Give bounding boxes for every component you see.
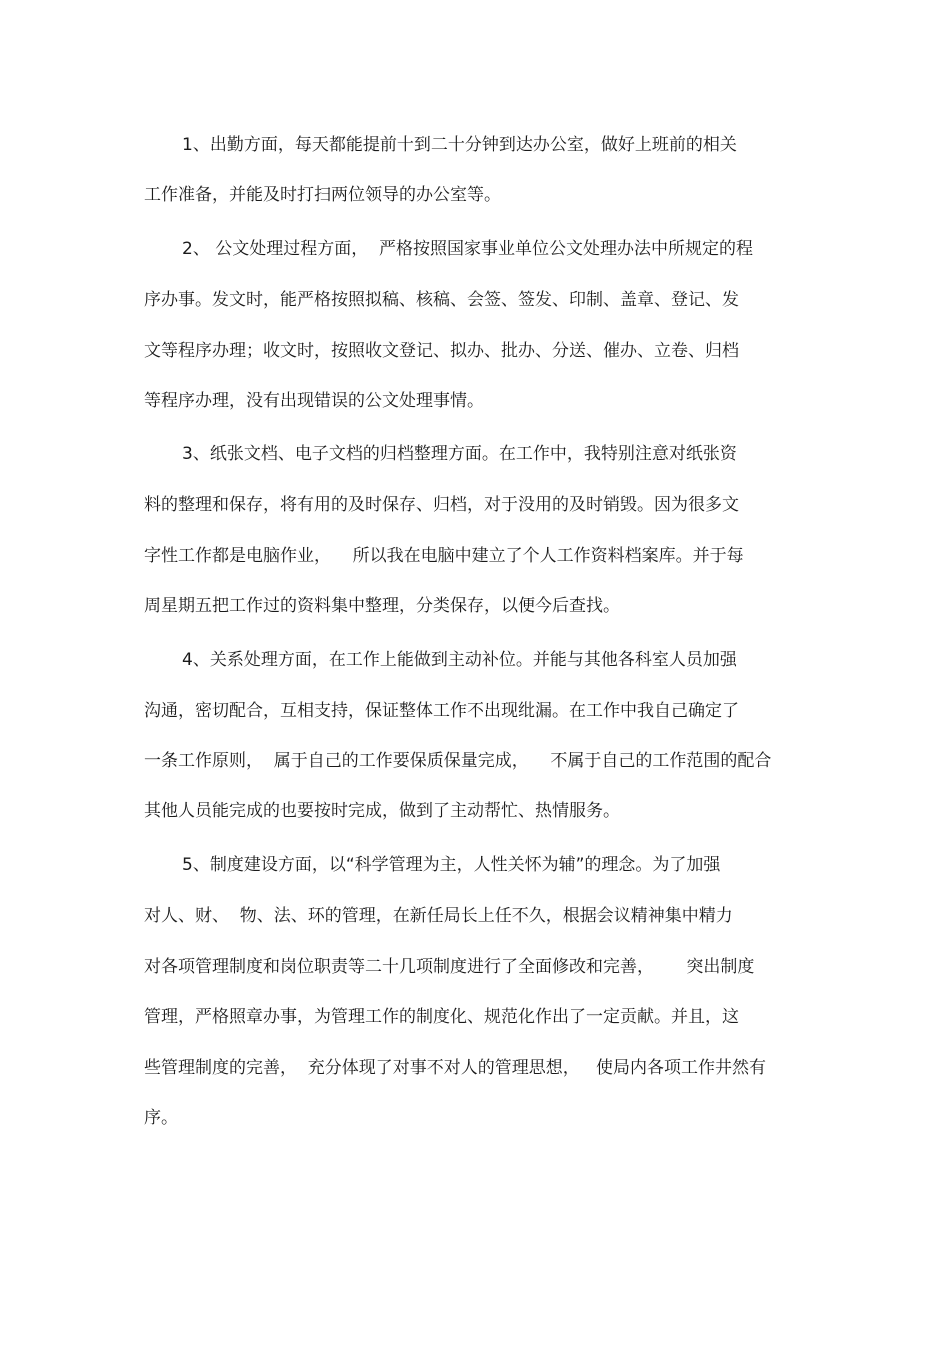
paragraph-5-line-5: 些管理制度的完善， 充分体现了对事不对人的管理思想， 使局内各项工作井然有 (144, 1058, 767, 1078)
paragraph-1-line-1: 1、出勤方面，每天都能提前十到二十分钟到达办公室，做好上班前的相关 (182, 135, 737, 155)
paragraph-5-line-2: 对人、财、 物、法、环的管理，在新任局长上任不久，根据会议精神集中精力 (144, 906, 733, 926)
paragraph-2-line-3: 文等程序办理；收文时，按照收文登记、拟办、批办、分送、催办、立卷、归档 (144, 341, 739, 361)
paragraph-3-line-1: 3、纸张文档、电子文档的归档整理方面。在工作中，我特别注意对纸张资 (182, 444, 737, 464)
paragraph-2-line-1: 2、 公文处理过程方面， 严格按照国家事业单位公文处理办法中所规定的程 (182, 239, 754, 259)
paragraph-4-line-3: 一条工作原则， 属于自己的工作要保质保量完成， 不属于自己的工作范围的配合 (144, 751, 772, 771)
paragraph-3-line-4: 周星期五把工作过的资料集中整理，分类保存，以便今后查找。 (144, 596, 620, 616)
paragraph-5-line-1: 5、制度建设方面，以“科学管理为主，人性关怀为辅”的理念。为了加强 (182, 855, 721, 875)
paragraph-5-line-6: 序。 (144, 1108, 178, 1128)
paragraph-5-line-4: 管理，严格照章办事，为管理工作的制度化、规范化作出了一定贡献。并且，这 (144, 1007, 739, 1027)
paragraph-3-line-3: 字性工作都是电脑作业， 所以我在电脑中建立了个人工作资料档案库。并于每 (144, 546, 744, 566)
paragraph-4-line-1: 4、关系处理方面，在工作上能做到主动补位。并能与其他各科室人员加强 (182, 650, 737, 670)
paragraph-2-line-2: 序办事。发文时，能严格按照拟稿、核稿、会签、签发、印制、盖章、登记、发 (144, 290, 739, 310)
paragraph-2-line-4: 等程序办理，没有出现错误的公文处理事情。 (144, 391, 484, 411)
paragraph-4-line-2: 沟通，密切配合，互相支持，保证整体工作不出现纰漏。在工作中我自己确定了 (144, 701, 739, 721)
paragraph-3-line-2: 料的整理和保存，将有用的及时保存、归档，对于没用的及时销毁。因为很多文 (144, 495, 739, 515)
paragraph-4-line-4: 其他人员能完成的也要按时完成，做到了主动帮忙、热情服务。 (144, 801, 620, 821)
paragraph-1-line-2: 工作准备，并能及时打扫两位领导的办公室等。 (144, 185, 501, 205)
paragraph-5-line-3: 对各项管理制度和岗位职责等二十几项制度进行了全面修改和完善， 突出制度 (144, 957, 755, 977)
